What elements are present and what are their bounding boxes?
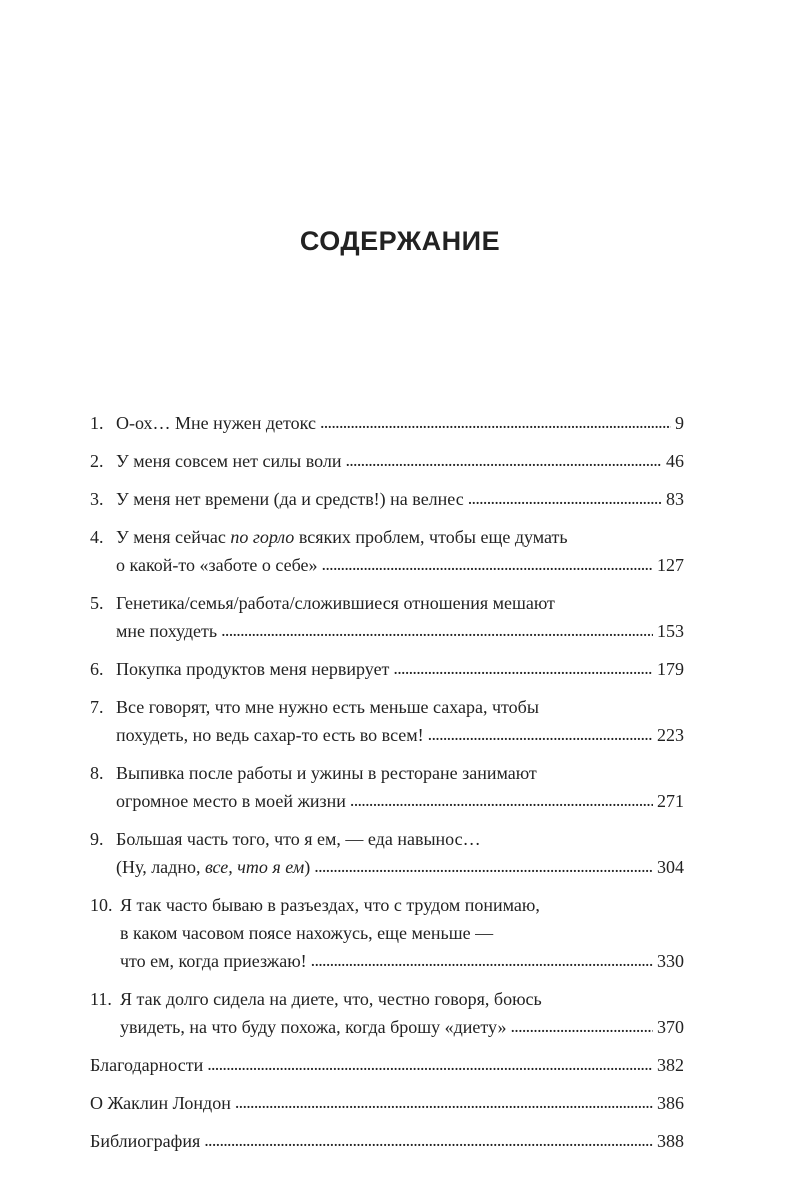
page-number: 370	[657, 1017, 684, 1037]
dot-leader	[221, 616, 653, 644]
entry-title-line: похудеть, но ведь сахар-то есть во всем!	[116, 725, 424, 745]
entry-title-line: в каком часовом поясе нахожусь, еще меньше —	[120, 923, 494, 943]
entry-title: У меня нет времени (да и средств!) на велнес	[116, 489, 464, 509]
entry-number: 9.	[90, 829, 104, 849]
toc-entry-6[interactable]	[90, 655, 684, 683]
dot-leader	[510, 1012, 653, 1040]
toc-entry-5[interactable]	[90, 589, 684, 645]
entry-number: 8.	[90, 763, 104, 783]
toc-entry-4[interactable]	[90, 523, 684, 579]
toc-entry-2[interactable]	[90, 447, 684, 475]
toc-entry-3[interactable]	[90, 485, 684, 513]
page-number: 223	[657, 725, 684, 745]
toc-entry-8[interactable]	[90, 759, 684, 815]
entry-title: О-ох… Мне нужен детокс	[116, 413, 316, 433]
entry-title: Библиография	[90, 1131, 201, 1151]
dot-leader	[393, 654, 653, 682]
page-number: 127	[657, 555, 684, 575]
entry-title: Благодарности	[90, 1055, 204, 1075]
entry-number: 5.	[90, 593, 104, 613]
dot-leader	[311, 946, 653, 974]
page-number: 271	[657, 791, 684, 811]
dot-leader	[350, 786, 653, 814]
toc-entry-about-author[interactable]	[90, 1089, 684, 1117]
entry-title-line: Все говорят, что мне нужно есть меньше сахара, чтобы	[116, 697, 539, 717]
entry-number: 1.	[90, 413, 104, 433]
dot-leader	[235, 1088, 653, 1116]
page-number: 388	[657, 1131, 684, 1151]
page-number: 304	[657, 857, 684, 877]
table-of-contents	[90, 409, 684, 1165]
entry-title-line: огромное место в моей жизни	[116, 791, 346, 811]
dot-leader	[314, 852, 653, 880]
toc-entry-9[interactable]	[90, 825, 684, 881]
entry-title-line: (Ну, ладно, все, что я ем)	[116, 857, 311, 877]
dot-leader	[345, 446, 662, 474]
toc-entry-1[interactable]	[90, 409, 684, 437]
page-title: СОДЕРЖАНИЕ	[299, 226, 501, 256]
entry-number: 6.	[90, 659, 104, 679]
entry-title-line: Большая часть того, что я ем, — еда навынос…	[116, 829, 481, 849]
page-number: 83	[666, 489, 684, 509]
entry-title-line: У меня сейчас по горло всяких проблем, чтобы еще думать	[116, 527, 568, 547]
entry-title-line: мне похудеть	[116, 621, 218, 641]
page-number: 46	[666, 451, 684, 471]
entry-title: О Жаклин Лондон	[90, 1093, 231, 1113]
emphasis-text: все, что я ем	[204, 857, 305, 877]
dot-leader	[204, 1126, 653, 1154]
toc-entry-acknowledgements[interactable]	[90, 1051, 684, 1079]
page-number: 9	[675, 413, 684, 433]
entry-number: 11.	[90, 989, 112, 1009]
page-number: 382	[657, 1055, 684, 1075]
page-number: 330	[657, 951, 684, 971]
entry-title-line: Я так часто бываю в разъездах, что с трудом понимаю,	[120, 895, 540, 915]
page-number: 386	[657, 1093, 684, 1113]
emphasis-text: по горло	[230, 527, 295, 547]
page-number: 179	[657, 659, 684, 679]
dot-leader	[320, 408, 671, 436]
toc-entry-bibliography[interactable]	[90, 1127, 684, 1155]
entry-number: 4.	[90, 527, 104, 547]
entry-title-line: о какой-то «заботе о себе»	[116, 555, 318, 575]
dot-leader	[322, 550, 653, 578]
page-number: 153	[657, 621, 684, 641]
entry-title-line: Я так долго сидела на диете, что, честно говоря, боюсь	[120, 989, 542, 1009]
toc-entry-10[interactable]	[90, 891, 684, 975]
dot-leader	[428, 720, 653, 748]
entry-title-line: что ем, когда приезжаю!	[120, 951, 307, 971]
entry-number: 2.	[90, 451, 104, 471]
entry-title: Покупка продуктов меня нервирует	[116, 659, 390, 679]
dot-leader	[468, 484, 662, 512]
entry-title-line: Выпивка после работы и ужины в ресторане занимают	[116, 763, 537, 783]
toc-entry-11[interactable]	[90, 985, 684, 1041]
entry-number: 7.	[90, 697, 104, 717]
toc-entry-7[interactable]	[90, 693, 684, 749]
entry-number: 10.	[90, 895, 113, 915]
entry-title-line: увидеть, на что буду похожа, когда брошу «диету»	[120, 1017, 507, 1037]
entry-number: 3.	[90, 489, 104, 509]
entry-title-line: Генетика/семья/работа/сложившиеся отношения мешают	[116, 593, 555, 613]
entry-title: У меня совсем нет силы воли	[116, 451, 342, 471]
dot-leader	[207, 1050, 653, 1078]
